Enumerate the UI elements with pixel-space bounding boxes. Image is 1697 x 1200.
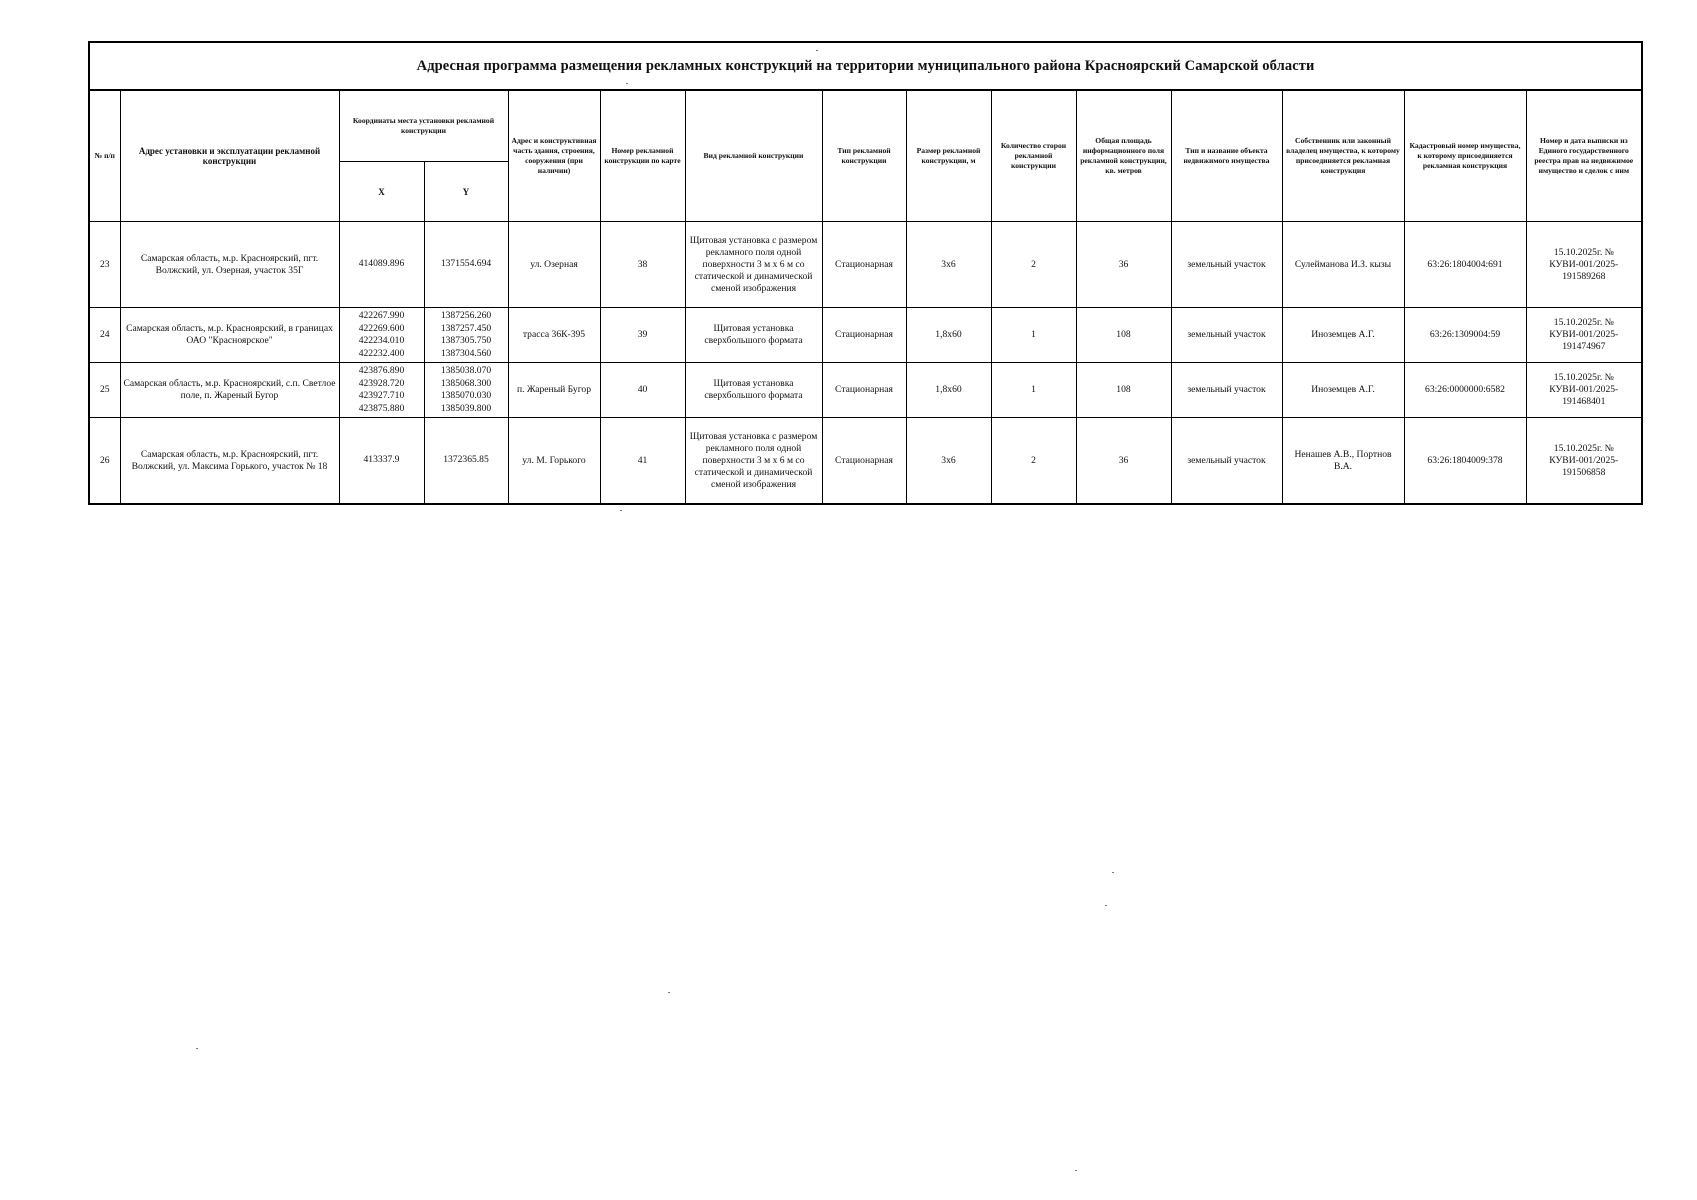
coord-y: 1387256.260 — [440, 310, 492, 321]
cell-building: трасса 36К-395 — [508, 308, 600, 363]
cell-object: земельный участок — [1171, 363, 1282, 418]
cell-map-no: 41 — [600, 418, 685, 505]
cell-size: 3х6 — [906, 418, 991, 505]
cell-cadastral: 63:26:1309004:59 — [1404, 308, 1526, 363]
cell-building: ул. Озерная — [508, 222, 600, 308]
table-row — [89, 222, 1642, 308]
cell-type: Стационарная — [822, 363, 906, 418]
cell-sides: 1 — [991, 363, 1076, 418]
col-header-registry: Номер и дата выписки из Единого государственного реестра прав на недвижимое имущество и сделок с ним — [1526, 90, 1642, 222]
cell-address: Самарская область, м.р. Красноярский, пгт. Волжский, ул. Озерная, участок 35Г — [120, 222, 339, 308]
cell-registry: 15.10.2025г. № КУВИ-001/2025-191589268 — [1526, 222, 1642, 308]
coord-y: 1387257.450 — [440, 322, 492, 334]
cell-map-no: 38 — [600, 222, 685, 308]
cell-size: 1,8х60 — [906, 363, 991, 418]
cell-owner: Сулейманова И.З. кызы — [1282, 222, 1404, 308]
cell-kind: Щитовая установка сверхбольшого формата — [685, 363, 822, 418]
cell-cadastral: 63:26:1804009:378 — [1404, 418, 1526, 505]
scan-speck — [626, 83, 628, 84]
cell-cadastral: 63:26:1804004:691 — [1404, 222, 1526, 308]
cell-owner: Ненашев А.В., Портнов В.А. — [1282, 418, 1404, 505]
cell-owner: Иноземцев А.Г. — [1282, 308, 1404, 363]
cell-kind: Щитовая установка сверхбольшого формата — [685, 308, 822, 363]
cell-num: 26 — [89, 418, 120, 505]
col-header-cadastral: Кадастровый номер имущества, к которому присоединяется рекламная конструкция — [1404, 90, 1526, 222]
cell-num: 24 — [89, 308, 120, 363]
header-row — [89, 90, 1642, 162]
cell-owner: Иноземцев А.Г. — [1282, 363, 1404, 418]
cell-registry: 15.10.2025г. № КУВИ-001/2025-191474967 — [1526, 308, 1642, 363]
cell-type: Стационарная — [822, 222, 906, 308]
scan-speck — [1105, 905, 1107, 906]
cell-area: 108 — [1076, 363, 1171, 418]
cell-type: Стационарная — [822, 308, 906, 363]
cell-y — [424, 222, 508, 308]
coord-x: 423927.710 — [358, 390, 405, 401]
cell-area: 108 — [1076, 308, 1171, 363]
cell-num: 23 — [89, 222, 120, 308]
advertising-program-table — [88, 41, 1643, 505]
coord-x: 423875.880 — [358, 402, 405, 414]
coord-y: 1387304.560 — [440, 347, 492, 359]
col-header-building: Адрес и конструктивная часть здания, строения, сооружения (при наличии) — [508, 90, 600, 222]
coord-x: 413337.9 — [363, 454, 400, 466]
col-header-x: X — [339, 162, 424, 222]
cell-type: Стационарная — [822, 418, 906, 505]
coord-x: 423928.720 — [358, 377, 405, 389]
col-header-size: Размер рекламной конструкции, м — [906, 90, 991, 222]
col-header-sides: Количество сторон рекламной конструкции — [991, 90, 1076, 222]
col-header-address: Адрес установки и эксплуатации рекламной конструкции — [120, 90, 339, 222]
cell-map-no: 40 — [600, 363, 685, 418]
col-header-object: Тип и название объекта недвижимого имущества — [1171, 90, 1282, 222]
cell-sides: 2 — [991, 222, 1076, 308]
cell-y — [424, 363, 508, 418]
cell-kind: Щитовая установка с размером рекламного поля одной поверхности 3 м х 6 м со статической и динамической сменой изображения — [685, 418, 822, 505]
scan-speck — [668, 992, 670, 993]
cell-cadastral: 63:26:0000000:6582 — [1404, 363, 1526, 418]
cell-x — [339, 363, 424, 418]
cell-sides: 1 — [991, 308, 1076, 363]
col-header-owner: Собственник или законный владелец имущества, к которому присоединяется рекламная конструкция — [1282, 90, 1404, 222]
cell-num: 25 — [89, 363, 120, 418]
cell-address: Самарская область, м.р. Красноярский, в границах ОАО "Красноярское" — [120, 308, 339, 363]
scan-speck — [1075, 1170, 1077, 1171]
coord-y: 1371554.694 — [440, 258, 492, 270]
cell-building: ул. М. Горького — [508, 418, 600, 505]
cell-kind: Щитовая установка с размером рекламного поля одной поверхности 3 м х 6 м со статической и динамической сменой изображения — [685, 222, 822, 308]
cell-map-no: 39 — [600, 308, 685, 363]
coord-y: 1372365.85 — [443, 454, 489, 466]
col-header-map-no: Номер рекламной конструкции по карте — [600, 90, 685, 222]
cell-object: земельный участок — [1171, 222, 1282, 308]
scan-speck — [1112, 872, 1114, 873]
cell-size: 1,8х60 — [906, 308, 991, 363]
col-header-num: № п/п — [89, 90, 120, 222]
cell-registry: 15.10.2025г. № КУВИ-001/2025-191468401 — [1526, 363, 1642, 418]
cell-x — [339, 418, 424, 505]
col-header-kind: Вид рекламной конструкции — [685, 90, 822, 222]
col-header-type: Тип рекламной конструкции — [822, 90, 906, 222]
scan-speck — [816, 50, 818, 51]
coord-x: 422267.990 — [358, 310, 405, 321]
scan-speck — [620, 510, 622, 511]
cell-y — [424, 418, 508, 505]
cell-x — [339, 308, 424, 363]
coord-y: 1385038.070 — [440, 365, 492, 376]
coord-y: 1385068.300 — [440, 377, 492, 389]
table-row — [89, 363, 1642, 418]
coord-y: 1387305.750 — [440, 335, 492, 346]
cell-address: Самарская область, м.р. Красноярский, пгт. Волжский, ул. Максима Горького, участок № 18 — [120, 418, 339, 505]
coord-x: 414089.896 — [358, 258, 405, 270]
page-title: Адресная программа размещения рекламных конструкций на территории муниципального района Красноярский Самарской области — [89, 42, 1642, 90]
cell-size: 3х6 — [906, 222, 991, 308]
cell-sides: 2 — [991, 418, 1076, 505]
cell-registry: 15.10.2025г. № КУВИ-001/2025-191506858 — [1526, 418, 1642, 505]
cell-area: 36 — [1076, 418, 1171, 505]
coord-x: 423876.890 — [358, 365, 405, 376]
coord-y: 1385070.030 — [440, 390, 492, 401]
cell-address: Самарская область, м.р. Красноярский, с.п. Светлое поле, п. Жареный Бугор — [120, 363, 339, 418]
coord-x: 422269.600 — [358, 322, 405, 334]
cell-y — [424, 308, 508, 363]
table-row — [89, 418, 1642, 505]
coord-y: 1385039.800 — [440, 402, 492, 414]
cell-object: земельный участок — [1171, 308, 1282, 363]
cell-x — [339, 222, 424, 308]
col-header-area: Общая площадь информационного поля рекламной конструкции, кв. метров — [1076, 90, 1171, 222]
table-row — [89, 308, 1642, 363]
advertising-program-sheet — [88, 41, 1641, 505]
coord-x: 422234.010 — [358, 335, 405, 346]
col-header-coords: Координаты места установки рекламной конструкции — [339, 90, 508, 162]
coord-x: 422232.400 — [358, 347, 405, 359]
scan-speck — [196, 1048, 198, 1049]
col-header-y: Y — [424, 162, 508, 222]
cell-area: 36 — [1076, 222, 1171, 308]
cell-object: земельный участок — [1171, 418, 1282, 505]
cell-building: п. Жареный Бугор — [508, 363, 600, 418]
